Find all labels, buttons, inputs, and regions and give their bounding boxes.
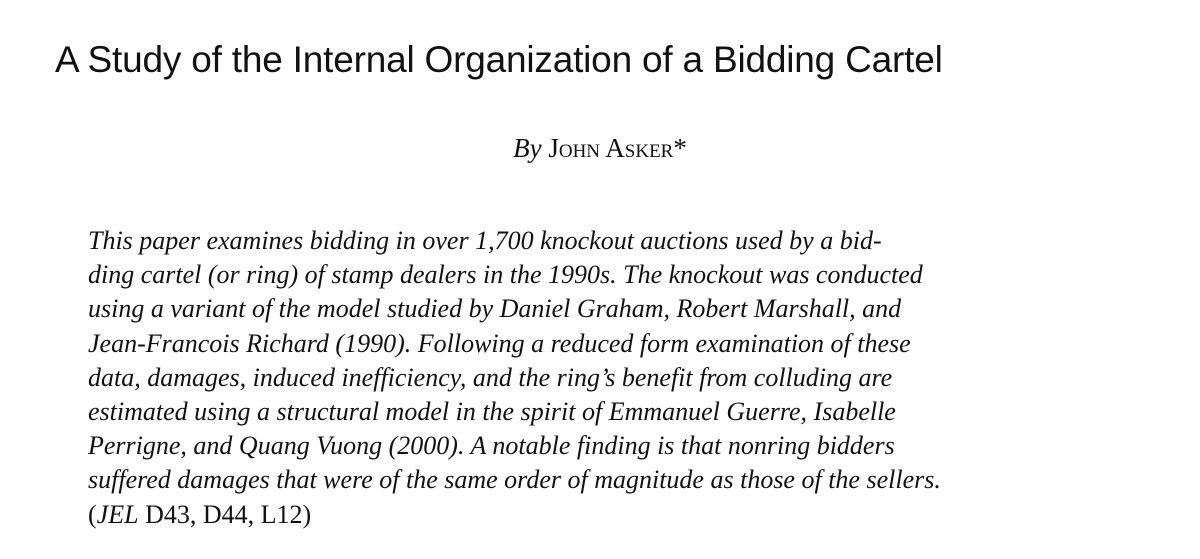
author-name: John Asker xyxy=(548,133,674,163)
jel-open-paren: ( xyxy=(88,499,97,529)
abstract-line: Perrigne, and Quang Vuong (2000). A notable finding is that nonring bidders xyxy=(88,431,895,461)
abstract-line: Jean-Francois Richard (1990). Following a reduced form examination of these xyxy=(88,328,911,358)
abstract-line: estimated using a structural model in the spirit of Emmanuel Guerre, Isabelle xyxy=(88,397,896,427)
jel-codes: D43, D44, L12) xyxy=(138,499,312,529)
abstract-line: suffered damages that were of the same order of magnitude as those of the sellers. xyxy=(88,465,941,495)
abstract-line: ding cartel (or ring) of stamp dealers in the 1990s. The knockout was conducted xyxy=(88,260,923,290)
byline-by: By xyxy=(513,133,542,163)
abstract-line: using a variant of the model studied by Daniel Graham, Robert Marshall, and xyxy=(88,294,902,324)
jel-classification xyxy=(88,498,1068,532)
author-byline xyxy=(0,128,1200,168)
abstract-line: This paper examines bidding in over 1,700 knockout auctions used by a bid- xyxy=(88,226,882,255)
paper-title: A Study of the Internal Organization of a Bidding Cartel xyxy=(55,39,943,80)
abstract xyxy=(88,224,1068,532)
abstract-line: data, damages, induced inefficiency, and the ring’s benefit from colluding are xyxy=(88,362,893,392)
author-footnote-mark: * xyxy=(673,133,687,163)
jel-label: JEL xyxy=(96,499,139,529)
